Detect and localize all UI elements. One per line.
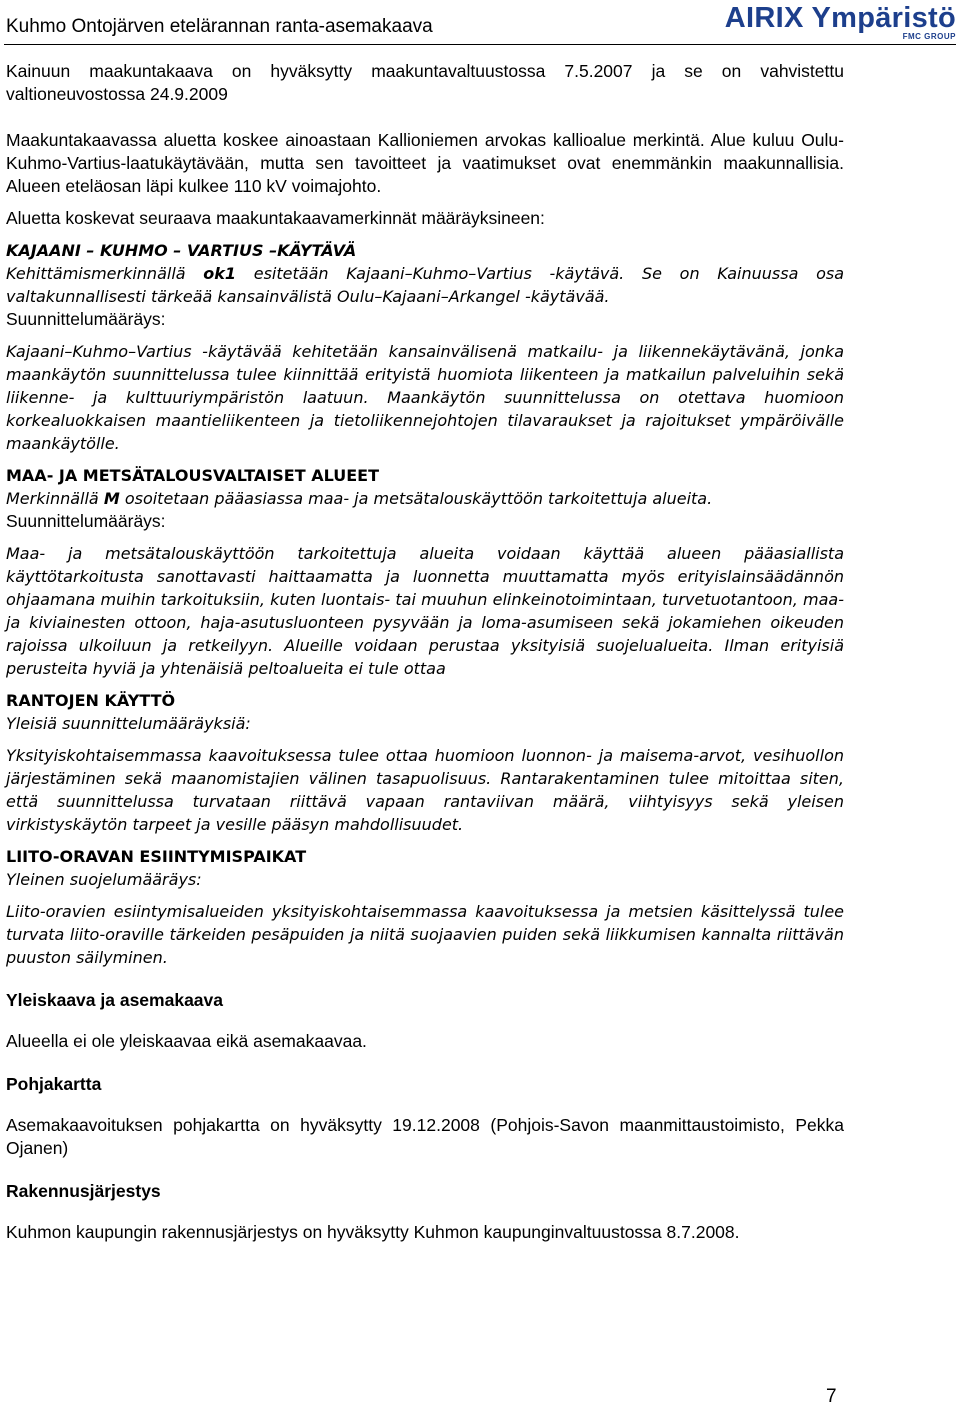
section-corridor [6, 239, 844, 455]
map-symbol-code: ok1 [203, 264, 237, 283]
section-heading-flying-squirrel: LIITO-ORAVAN ESIINTYMISPAIKAT [6, 847, 307, 866]
paragraph-pohjakartta: Asemakaavoituksen pohjakartta on hyväksytty 19.12.2008 (Pohjois-Savon maanmittaustoimisto, Pekka Ojanen) [6, 1115, 844, 1158]
paragraph-rakennusjarjestys: Kuhmon kaupungin rakennusjärjestys on hyväksytty Kuhmon kaupunginvaltuustossa 8.7.2008. [6, 1222, 740, 1242]
desc-text: osoitetaan pääasiassa maa- ja metsätalouskäyttöön tarkoitettuja alueita. [119, 489, 713, 508]
desc-text: Kehittämismerkinnällä [6, 264, 204, 283]
section-flying-squirrel [6, 845, 844, 969]
paragraph-approval: Kainuun maakuntakaava on hyväksytty maakuntavaltuustossa 7.5.2007 ja se on vahvistettu valtioneuvostossa 24.9.2009 [6, 61, 844, 104]
regulation-label: Yleisiä suunnittelumääräyksiä: [6, 714, 251, 733]
heading-rakennusjarjestys: Rakennusjärjestys [6, 1181, 161, 1201]
desc-text: Merkinnällä [6, 489, 104, 508]
section-heading-forestry: MAA- JA METSÄTALOUSVALTAISET ALUEET [6, 466, 379, 485]
section-shores [6, 689, 844, 836]
document-body [6, 60, 844, 1244]
regulation-text: Liito-oravien esiintymisalueiden yksityiskohtaisemmassa kaavoituksessa ja metsien käsittelyssä tulee turvata liito-oraville tärkeiden pesäpuiden ja niitä suojaavien puiden sekä liikkumisen kannalta riittävän puuston säilyminen. [6, 902, 844, 967]
paragraph-intro: Aluetta koskevat seuraava maakuntakaavamerkinnät määräyksineen: [6, 208, 545, 228]
page-number: 7 [826, 1386, 837, 1407]
header-divider [4, 44, 956, 45]
regulation-text: Yksityiskohtaisemmassa kaavoituksessa tulee ottaa huomioon luonnon- ja maisema-arvot, vesihuollon järjestäminen sekä maanomistajien välinen tasapuolisuus. Rantarakentaminen tulee mitoittaa siten, että suunnittelussa turvataan riittävä vapaan rantaviivan määrä, viihtyisyys sekä yleisen virkistyskäytön tarpeet ja vesille pääsyn mahdollisuudet. [6, 746, 844, 834]
regulation-label: Suunnittelumääräys: [6, 309, 166, 329]
map-symbol-code: M [103, 489, 120, 508]
heading-yleiskaava: Yleiskaava ja asemakaava [6, 990, 223, 1010]
regulation-label: Suunnittelumääräys: [6, 511, 166, 531]
paragraph-scope: Maakuntakaavassa aluetta koskee ainoastaan Kallioniemen arvokas kallioalue merkintä. Alue kuluu Oulu-Kuhmo-Vartius-laatukäytävään, mutta sen tavoitteet ja vaatimukset ovat enemmänkin maakunnallisia. Alueen eteläosan läpi kulkee 110 kV voimajohto. [6, 130, 844, 196]
regulation-text: Maa- ja metsätalouskäyttöön tarkoitettuja alueita voidaan käyttää alueen pääasiallista käyttötarkoitusta sanottavasti haittaamatta ja luonnetta muuttamatta myös erityislainsäädännön ohjaamana muihin tarkoituksiin, kuten luontais- tai muuhun elinkeinotoimintaan, turvetuotantoon, maa- ja kiviainesten ottoon, haja-asutusluonteen pysyvään ja loma-asumiseen sekä jokamiehen oikeuden rajoissa ulkoiluun ja retkeilyyn. Alueille voidaan perustaa yksityisiä suojelualueita. Ilman erityisiä perusteita hyviä ja yhtenäisiä peltoalueita ei tule ottaa [6, 544, 844, 678]
section-heading-corridor: KAJAANI – KUHMO – VARTIUS –KÄYTÄVÄ [6, 241, 357, 260]
heading-pohjakartta: Pohjakartta [6, 1074, 102, 1094]
regulation-label: Yleinen suojelumääräys: [6, 870, 202, 889]
section-desc-corridor [6, 262, 844, 308]
section-heading-shores: RANTOJEN KÄYTTÖ [6, 691, 176, 710]
section-desc-forestry [6, 487, 844, 510]
regulation-text: Kajaani–Kuhmo–Vartius -käytävää kehitetään kansainvälisenä matkailu- ja liikennekäytävänä, jonka maankäytön suunnittelussa tulee kiinnittää erityistä huomiota liikenteen ja matkailun palveluihin sekä liikenne- ja kulttuuriympäristön laatuun. Maankäytön suunnittelussa on otettava huomioon korkealuokkaisen maantieliikenteen ja tietoliikennejohtojen tilavaraukset ja rajoitukset ympäröivälle maankäytölle. [6, 342, 844, 453]
logo-subtext: FMC GROUP [902, 32, 956, 41]
section-forestry [6, 464, 844, 680]
page-header [0, 0, 960, 52]
desc-text: esitetään Kajaani–Kuhmo–Vartius -käytävä. Se on Kainuussa osa valtakunnallisesti tärkeää kansainvälistä Oulu–Kajaani–Arkangel -käytävää. [6, 264, 844, 306]
logo-wordmark: AIRIX Ympäristö [724, 2, 956, 34]
document-title: Kuhmo Ontojärven etelärannan ranta-asemakaava [6, 16, 433, 37]
paragraph-yleiskaava: Alueella ei ole yleiskaavaa eikä asemakaavaa. [6, 1031, 367, 1051]
airix-logo [724, 2, 960, 42]
